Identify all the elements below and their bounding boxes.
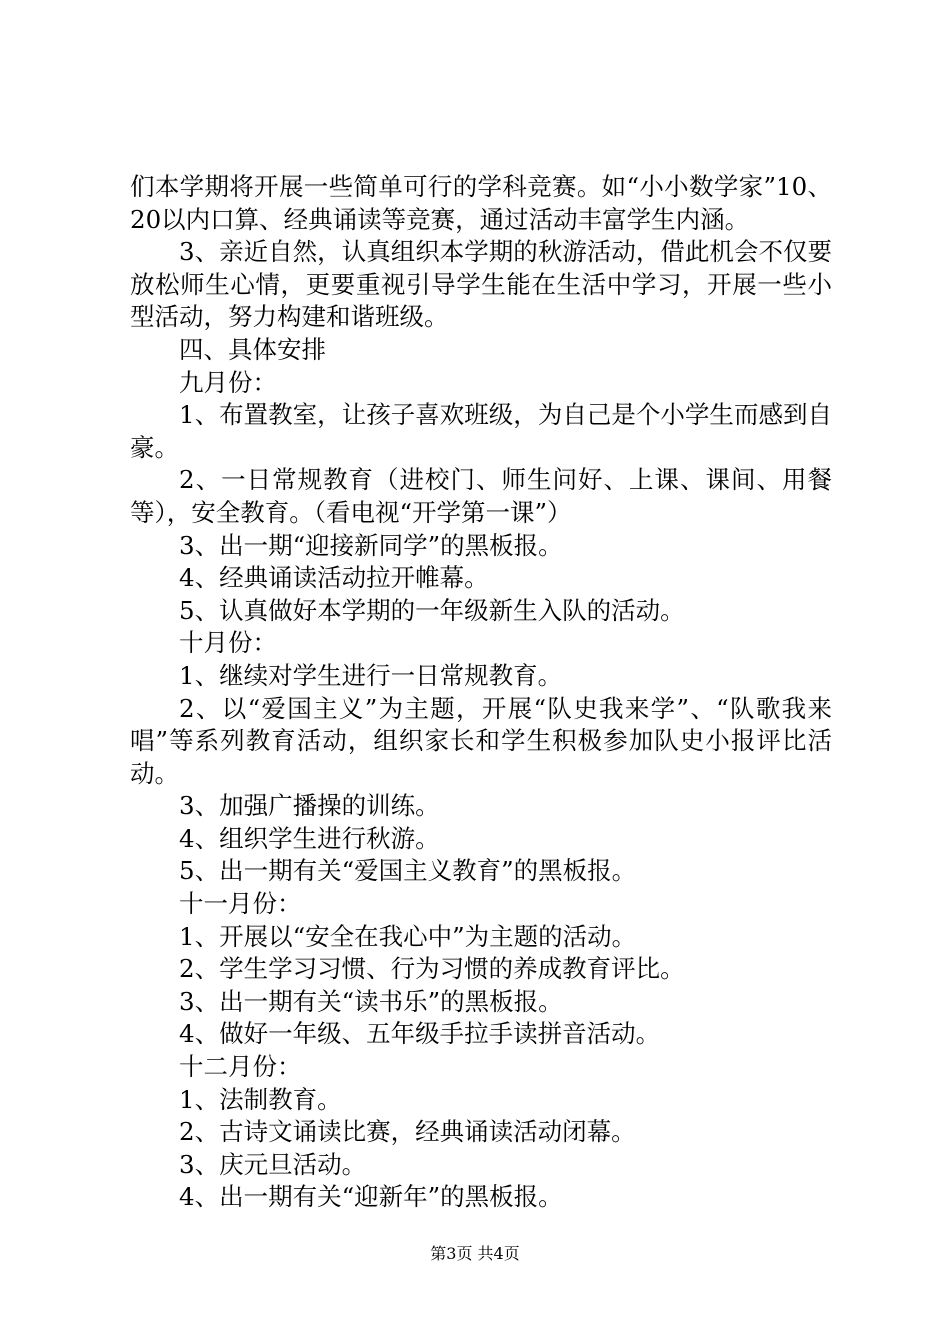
paragraph: 3、亲近自然，认真组织本学期的秋游活动，借此机会不仅要放松师生心情，更要重视引导学生能在生活中学习，开展一些小型活动，努力构建和谐班级。 (130, 237, 832, 332)
month-heading-september: 九月份： (179, 367, 277, 397)
list-item: 3、出一期有关“读书乐”的黑板报。 (179, 986, 563, 1016)
list-item: 1、布置教室，让孩子喜欢班级，为自己是个小学生而感到自豪。 (130, 400, 832, 462)
list-item: 4、组织学生进行秋游。 (179, 823, 440, 853)
page-number-footer: 第3页 共4页 (430, 1244, 520, 1263)
list-item: 1、开展以“安全在我心中”为主题的活动。 (179, 921, 637, 951)
list-item: 1、法制教育。 (179, 1084, 342, 1114)
list-item: 4、经典诵读活动拉开帷幕。 (179, 563, 489, 593)
list-item: 2、古诗文诵读比赛，经典诵读活动闭幕。 (179, 1117, 636, 1147)
list-item: 2、以“爱国主义”为主题，开展“队史我来学”、“队歌我来唱”等系列教育活动，组织家长和学生积极参加队史小报评比活动。 (130, 693, 832, 788)
list-item: 5、认真做好本学期的一年级新生入队的活动。 (179, 595, 685, 625)
list-item: 1、继续对学生进行一日常规教育。 (179, 660, 563, 690)
month-heading-october: 十月份： (179, 628, 277, 658)
list-item: 4、出一期有关“迎新年”的黑板报。 (179, 1182, 563, 1212)
month-heading-november: 十一月份： (179, 889, 302, 919)
list-item: 2、学生学习习惯、行为习惯的养成教育评比。 (179, 954, 685, 984)
list-item: 3、加强广播操的训练。 (179, 791, 440, 821)
section-heading: 四、具体安排 (179, 334, 326, 364)
document-body (130, 171, 832, 1214)
list-item: 5、出一期有关“爱国主义教育”的黑板报。 (179, 856, 637, 886)
list-item: 2、一日常规教育（进校门、师生问好、上课、课间、用餐等），安全教育。（看电视“开学第一课”） (130, 465, 832, 527)
list-item: 3、庆元旦活动。 (179, 1149, 367, 1179)
list-item: 4、做好一年级、五年级手拉手读拼音活动。 (179, 1019, 661, 1049)
list-item: 3、出一期“迎接新同学”的黑板报。 (179, 530, 563, 560)
month-heading-december: 十二月份： (179, 1052, 302, 1082)
paragraph: 们本学期将开展一些简单可行的学科竞赛。如“小小数学家”10、20以内口算、经典诵读等竞赛，通过活动丰富学生内涵。 (130, 172, 832, 234)
